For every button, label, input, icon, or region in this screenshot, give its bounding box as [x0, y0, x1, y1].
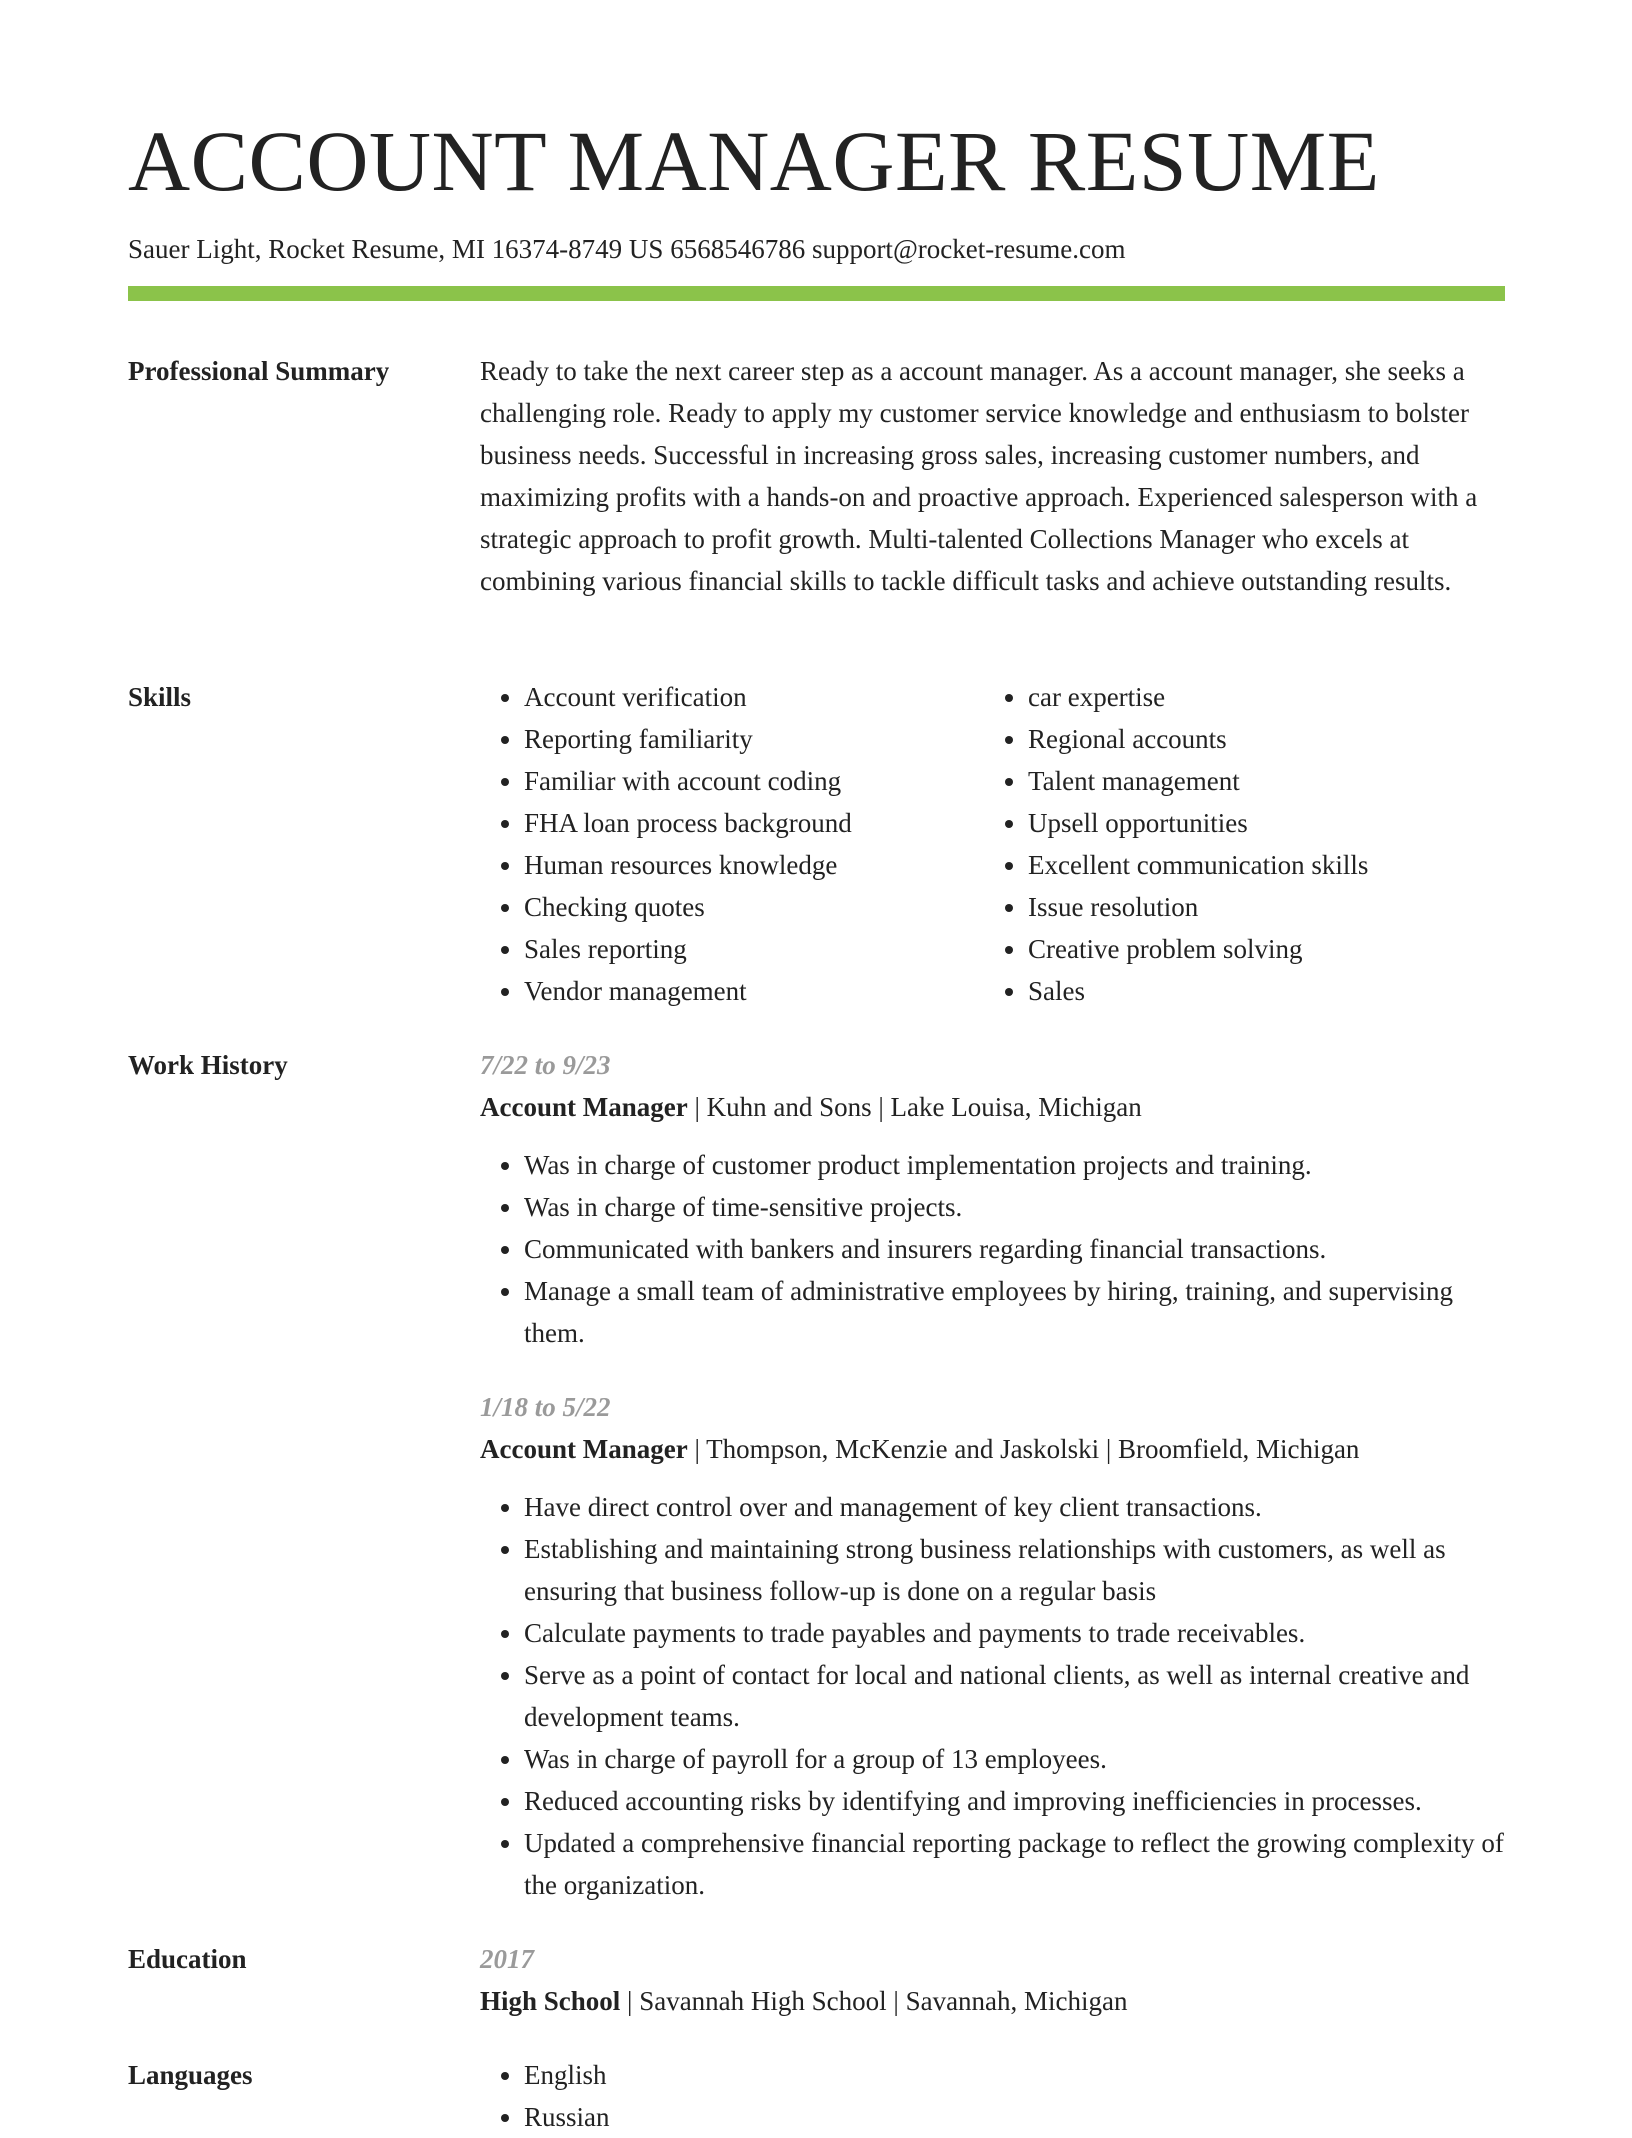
skills-columns	[480, 676, 1505, 1012]
education-details: | Savannah High School | Savannah, Michigan	[620, 1986, 1128, 2016]
job-dates: 7/22 to 9/23	[480, 1050, 611, 1080]
job-entry	[480, 1386, 1505, 1906]
job-bullet: • Communicated with bankers and insurers regarding financial transactions.	[524, 1228, 1505, 1270]
skill-item: • Sales reporting	[524, 928, 984, 970]
skill-item: • Sales	[1028, 970, 1488, 1012]
language-item: • English	[524, 2054, 1505, 2096]
contact-line: Sauer Light, Rocket Resume, MI 16374-8749 US 6568546786 support@rocket-resume.com	[128, 234, 1126, 264]
languages-body	[480, 2054, 1505, 2138]
skill-item: • Issue resolution	[1028, 886, 1488, 928]
skill-item: • Familiar with account coding	[524, 760, 984, 802]
job-bullet: • Establishing and maintaining strong business relationships with customers, as well as ensuring that business follow-up is done on a regular basis	[524, 1528, 1505, 1612]
skill-item: • Vendor management	[524, 970, 984, 1012]
job-details: | Kuhn and Sons | Lake Louisa, Michigan	[687, 1092, 1142, 1122]
accent-divider	[128, 286, 1505, 301]
languages-list	[480, 2054, 1505, 2138]
job-bullet: • Was in charge of time-sensitive projects.	[524, 1186, 1505, 1228]
job-bullet: • Serve as a point of contact for local and national clients, as well as internal creative and development teams.	[524, 1654, 1505, 1738]
skill-item: • Account verification	[524, 676, 984, 718]
job-bullet: • Was in charge of payroll for a group of 13 employees.	[524, 1738, 1505, 1780]
education-degree: High School	[480, 1986, 621, 2016]
skill-item: • car expertise	[1028, 676, 1488, 718]
education-year: 2017	[480, 1944, 534, 1974]
job-bullet: • Have direct control over and management of key client transactions.	[524, 1486, 1505, 1528]
skill-item: • Regional accounts	[1028, 718, 1488, 760]
job-bullet: • Calculate payments to trade payables and payments to trade receivables.	[524, 1612, 1505, 1654]
job-title: Account Manager	[480, 1434, 688, 1464]
job-details: | Thompson, McKenzie and Jaskolski | Broomfield, Michigan	[687, 1434, 1360, 1464]
job-bullets	[480, 1486, 1505, 1906]
skill-item: • Talent management	[1028, 760, 1488, 802]
language-item: • Russian	[524, 2096, 1505, 2138]
skills-list-right	[984, 676, 1488, 1012]
skill-item: • Upsell opportunities	[1028, 802, 1488, 844]
job-title-line	[480, 1086, 1505, 1128]
skill-item: • Excellent communication skills	[1028, 844, 1488, 886]
job-dates: 1/18 to 5/22	[480, 1392, 611, 1422]
job-bullet: • Manage a small team of administrative employees by hiring, training, and supervising them.	[524, 1270, 1505, 1354]
job-bullet: • Reduced accounting risks by identifying and improving inefficiencies in processes.	[524, 1780, 1505, 1822]
education-body	[480, 1938, 1505, 2022]
job-bullet: • Updated a comprehensive financial reporting package to reflect the growing complexity of the organization.	[524, 1822, 1505, 1906]
job-entry	[480, 1044, 1505, 1354]
skill-item: • Human resources knowledge	[524, 844, 984, 886]
skills-heading: Skills	[128, 682, 192, 712]
job-bullet: • Was in charge of customer product implementation projects and training.	[524, 1144, 1505, 1186]
education-heading: Education	[128, 1944, 247, 1974]
work-heading: Work History	[128, 1050, 288, 1080]
skill-item: • Checking quotes	[524, 886, 984, 928]
languages-heading: Languages	[128, 2060, 253, 2090]
job-title-line	[480, 1428, 1505, 1470]
skill-item: • Reporting familiarity	[524, 718, 984, 760]
skills-list-left	[480, 676, 984, 1012]
summary-text: Ready to take the next career step as a account manager. As a account manager, she seeks a challenging role. Ready to apply my customer service knowledge and enthusiasm to bolster business needs. Successful in increasing gross sales, increasing customer numbers, and maximizing profits with a hands-on and proactive approach. Experienced salesperson with a strategic approach to profit growth. Multi-talented Collections Manager who excels at combining various financial skills to tackle difficult tasks and achieve outstanding results.	[480, 356, 1478, 596]
job-title: Account Manager	[480, 1092, 688, 1122]
job-bullets	[480, 1144, 1505, 1354]
summary-heading: Professional Summary	[128, 356, 390, 386]
summary-body	[480, 350, 1505, 602]
education-line	[480, 1980, 1505, 2022]
skill-item: • FHA loan process background	[524, 802, 984, 844]
skill-item: • Creative problem solving	[1028, 928, 1488, 970]
skills-body	[480, 676, 1505, 1012]
resume-title: ACCOUNT MANAGER RESUME	[128, 113, 1380, 209]
